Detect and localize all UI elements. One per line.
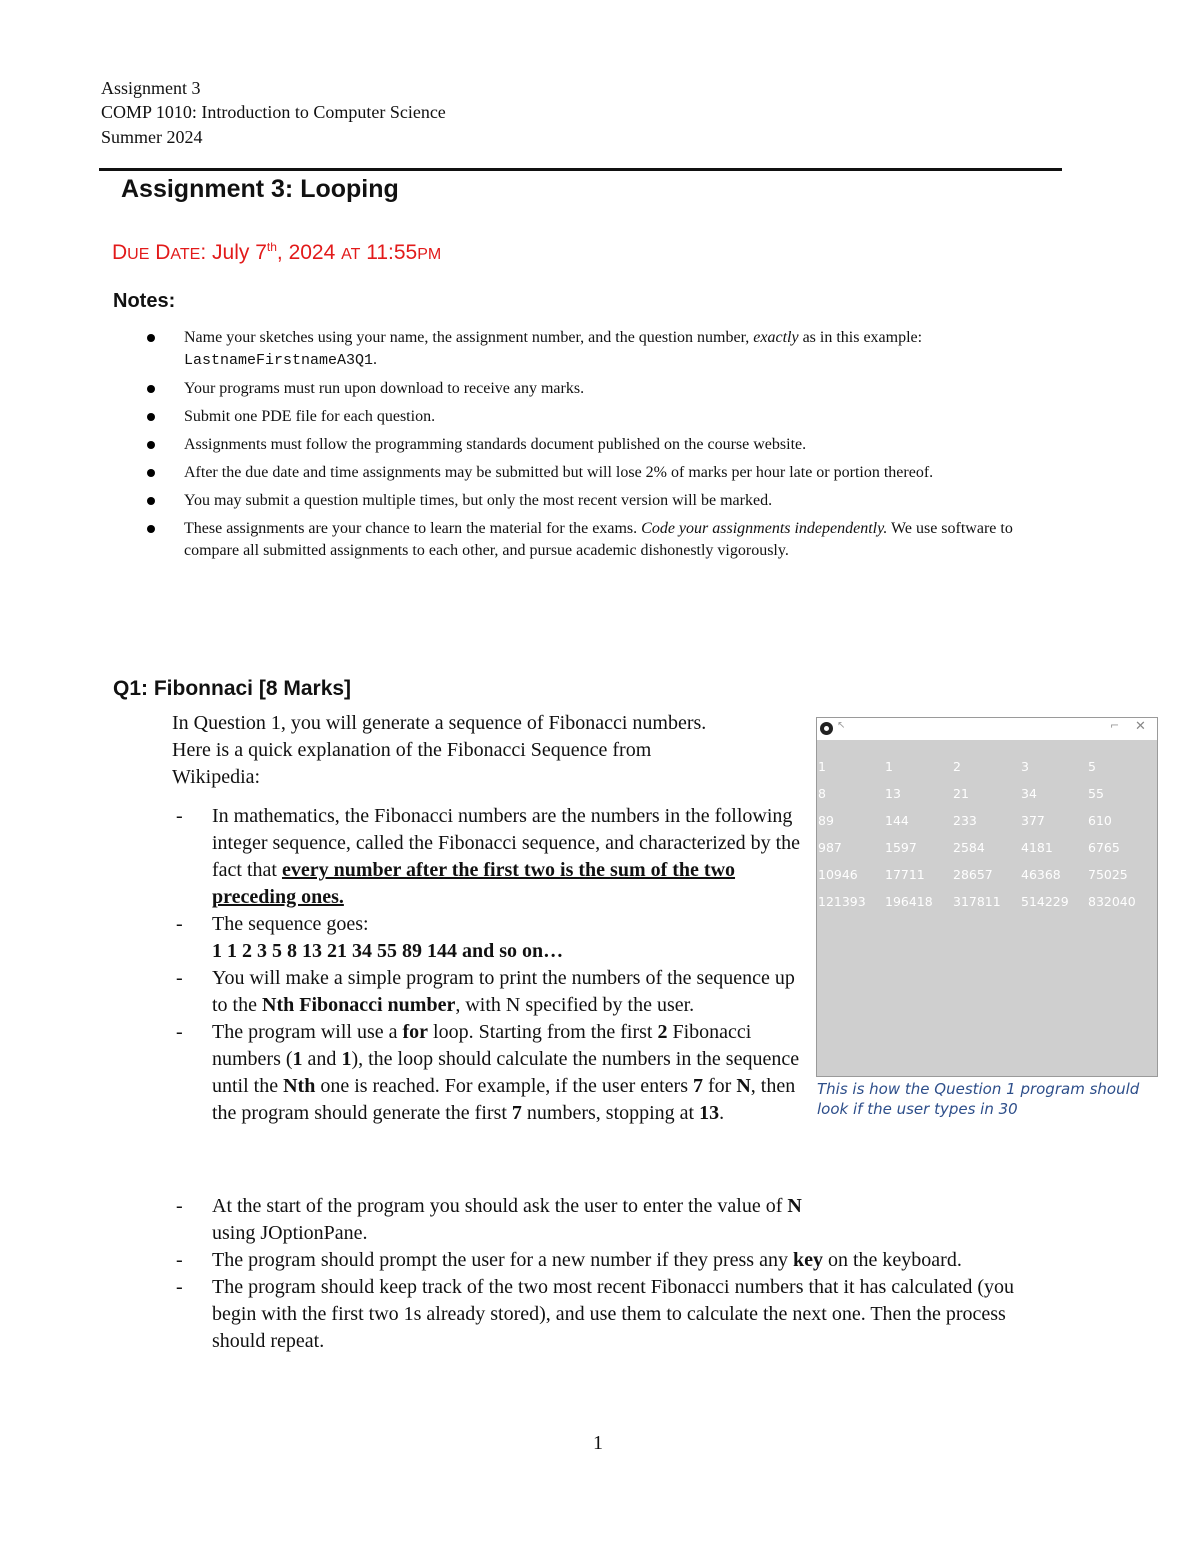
fibonacci-number: 6765 [1088,840,1120,855]
minimize-icon[interactable]: ⌐ [1110,719,1120,732]
bullet-icon [147,469,155,477]
close-icon[interactable]: ✕ [1135,719,1146,734]
note-item: Your programs must run upon download to receive any marks. [140,378,1040,400]
q1-list-bottom [172,1193,1052,1355]
fibonacci-number: 3 [1021,759,1029,774]
q1-item: - The program will use a for loop. Starting from the first 2 Fibonacci numbers (1 and 1), the loop should calculate the numbers in the sequence until the Nth one is reached. For example, if the user enters 7 for N, then the program should generate the first 7 numbers, stopping at 13. [176,1021,800,1124]
fibonacci-number: 13 [885,786,901,801]
fibonacci-number: 1 [818,759,826,774]
fibonacci-number: 55 [1088,786,1104,801]
fibonacci-number: 2584 [953,840,985,855]
fibonacci-number: 832040 [1088,894,1136,909]
fibonacci-number: 17711 [885,867,925,882]
fibonacci-number: 28657 [953,867,993,882]
fibonacci-number: 1 [885,759,893,774]
fibonacci-number: 8 [818,786,826,801]
fibonacci-number: 89 [818,813,834,828]
doc-header-line-2: COMP 1010: Introduction to Computer Science [101,102,446,122]
bullet-icon [147,525,155,533]
bullet-icon [147,497,155,505]
q1-item: - The program should prompt the user for a new number if they press any key on the keyboard. [176,1249,962,1271]
figure-caption: This is how the Question 1 program should look if the user types in 30 [817,1080,1140,1118]
q1-heading: Q1: Fibonnaci [8 Marks] [113,677,352,700]
q1-item: - In mathematics, the Fibonacci numbers are the numbers in the following integer sequence, called the Fibonacci sequence, and characterized by the fact that every number after the first two is the sum of the two preceding ones. [176,805,801,908]
fibonacci-number: 34 [1021,786,1037,801]
fibonacci-number: 987 [818,840,842,855]
fibonacci-number: 10946 [818,867,858,882]
fibonacci-number: 317811 [953,894,1001,909]
bullet-icon [147,334,155,342]
q1-item: - At the start of the program you should ask the user to enter the value of N using JOptionPane. [176,1195,802,1244]
page-number: 1 [593,1432,603,1454]
assignment-title: Assignment 3: Looping [121,175,399,203]
fibonacci-number: 121393 [818,894,866,909]
example-output-window [816,717,1158,1077]
sequence-example: 1 1 2 3 5 8 13 21 34 55 89 144 and so on… [212,940,564,962]
q1-intro: In Question 1, you will generate a sequence of Fibonacci numbers. Here is a quick explanation of the Fibonacci Sequence from Wikipedia: [172,712,707,788]
fibonacci-number: 514229 [1021,894,1069,909]
fibonacci-number: 610 [1088,813,1112,828]
fibonacci-number: 377 [1021,813,1045,828]
notes-heading: Notes: [113,290,176,312]
notes-list [140,327,1040,568]
note-item: You may submit a question multiple times, but only the most recent version will be marked. [140,490,1040,512]
q1-item: - You will make a simple program to print the numbers of the sequence up to the Nth Fibonacci number, with N specified by the user. [176,967,795,1016]
doc-header-line-1: Assignment 3 [101,78,201,98]
fibonacci-number: 233 [953,813,977,828]
q1-item: - The program should keep track of the two most recent Fibonacci numbers that it has calculated (you begin with the first two 1s already stored), and use them to calculate the next one. Then the process should repeat. [176,1276,1014,1352]
note-item: Assignments must follow the programming standards document published on the course website. [140,434,1040,456]
fibonacci-number: 2 [953,759,961,774]
note-item: Submit one PDE file for each question. [140,406,1040,428]
window-subtitle: ↖ [837,720,846,731]
q1-list-top [172,803,812,1127]
note-item: After the due date and time assignments may be submitted but will lose 2% of marks per hour late or portion thereof. [140,462,1040,484]
window-title-bar [817,718,1157,740]
processing-logo-icon [820,722,833,735]
due-date: DUE DATE: July 7th, 2024 AT 11:55PM [112,240,442,264]
fibonacci-number: 46368 [1021,867,1061,882]
doc-header-line-3: Summer 2024 [101,127,203,147]
sketch-name-example: LastnameFirstnameA3Q1 [184,352,374,369]
fibonacci-number: 4181 [1021,840,1053,855]
bullet-icon [147,441,155,449]
fibonacci-number: 75025 [1088,867,1128,882]
bullet-icon [147,413,155,421]
header-rule [99,168,1062,171]
fibonacci-number: 144 [885,813,909,828]
q1-item: - The sequence goes: 1 1 2 3 5 8 13 21 34 55 89 144 and so on… [176,913,564,962]
fibonacci-number: 5 [1088,759,1096,774]
fibonacci-number: 196418 [885,894,933,909]
fibonacci-number: 21 [953,786,969,801]
fibonacci-number: 1597 [885,840,917,855]
bullet-icon [147,385,155,393]
note-item: These assignments are your chance to learn the material for the exams. Code your assignments independently. We use software to compare all submitted assignments to each other, and pursue academic dishonestly vigorously. [140,518,1040,562]
note-item: Name your sketches using your name, the assignment number, and the question number, exactly as in this example: LastnameFirstnameA3Q1. [140,327,1040,372]
